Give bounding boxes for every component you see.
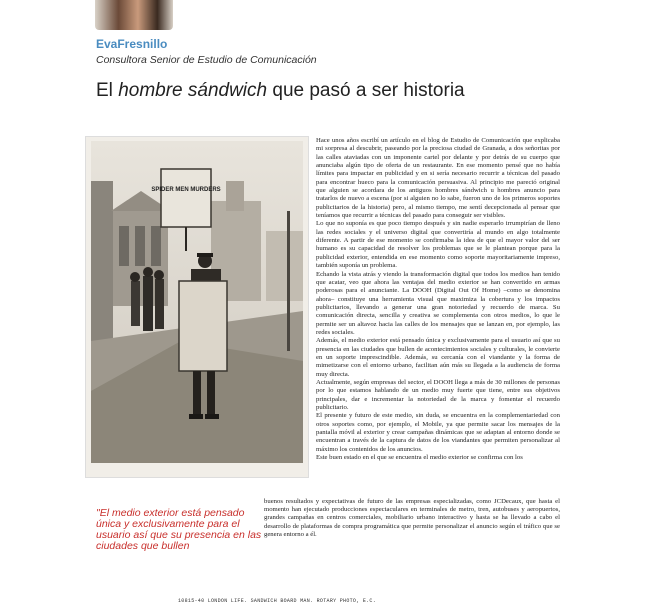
sign-text: SPIDER MEN MURDERS [151, 187, 221, 193]
author-name: EvaFresnillo [96, 37, 168, 51]
paragraph: El presente y futuro de este medio, sin duda, se encuentra en la complementariedad con otros soportes como, por ejemplo, el Mobile, ya que permite sacar los mensajes de la pantalla móvil al exterior y crear campañas dinámicas que se adaptan al entorno donde se encuentran a través de la captura de datos de los viandantes que permiten personalizar al máximo los contenidos de los anuncios. [316, 412, 560, 453]
author-role: Consultora Senior de Estudio de Comunicación [96, 54, 317, 66]
paragraph: Además, el medio exterior está pensado única y exclusivamente para el usuario así que su presencia en las ciudades que bullen de acontecimientos sociales y culturales, le convierte en un soporte imprescindible. Además, su cercanía con el viandante y la forma de mimetizarse con el entorno urbano, facilitan aún más su llegada a la audiencia de forma muy directa. [316, 337, 560, 378]
paragraph: buenos resultados y expectativas de futuro de las empresas especializadas, como JCDecaux, que hasta el momento han ejecutado producciones espectaculares en terminales de metro, tren, autobuses y aeropuertos, grandes campañas en centros comerciales, mobiliario urbano interactivo y hasta se ha llevado a cabo el desarrollo de plataformas de compra programática que permite personalizar el anuncio según el tráfico que se genera entorno a él. [264, 498, 560, 538]
paragraph: Lo que no suponía es que poco tiempo después y sin nadie esperarlo irrumpirían de lleno las redes sociales y el universo digital que convertiría al mundo en algo totalmente diferente. A partir de ese momento se confirmaba la idea de que el mayor valor del ser humano es su capacidad de resolver los problemas que se le plantean porque para la publicidad exterior, entendida en ese momento como soporte mayoritariamente impreso, también suponía un problema. [316, 220, 560, 270]
photo-caption: 10815-40 LONDON LIFE. SANDWICH BOARD MAN. ROTARY PHOTO, E.C. [178, 598, 377, 604]
article-body-wide [264, 498, 560, 539]
paragraph: Hace unos años escribí un artículo en el blog de Estudio de Comunicación que explicaba mi sorpresa al descubrir, paseando por la preciosa ciudad de Granada, a dos señoritas por las calles ataviadas con un imponente cartel por delante y por detrás de su cuerpo que anunciaba algún tipo de oferta de un restaurante. En ese momento pensé que no había límites para impactar en publicidad y en si sería necesario recurrir a técnicas del pasado para encontrar hueco para la comunicación persuasiva. Al principio me pareció original que alguien se acordara de los antiguos hombres sándwich u hombres anuncio para tratarlos de nuevo a escena (por si alguien no lo sabe, fueron uno de los primeros soportes publicitarios de la historia) pero, al mismo tiempo, me sentí decepcionada al pensar que teníamos que recurrir a técnicas del pasado para conseguir ser visibles. [316, 137, 560, 220]
title-post: que pasó a ser historia [267, 80, 465, 101]
article-body [316, 137, 560, 462]
title-italic: hombre sándwich [118, 80, 268, 101]
sandwich-man-photo [91, 141, 303, 463]
paragraph: Echando la vista atrás y viendo la transformación digital que todos los medios han tenido que acatar, veo que ahora las ventajas del medio exterior se han convertido en armas poderosas para el anunciante. La DOOH (Digital Out Of Home) –como se denomina ahora– constituye una herramienta visual que maximiza la cobertura y los impactos publicitarios, llevando a generar una gran notoriedad y recuerdo de marca. Su comunicación directa, sencilla y creativa se complementa con otros medios, lo que le permite ser un altavoz hacia las calles de los mensajes que se lanzan en, por ejemplo, las redes sociales. [316, 270, 560, 336]
pull-quote: "El medio exterior está pensado única y exclusivamente para el usuario así que su presencia en las ciudades que bullen [96, 507, 262, 552]
paragraph: Actualmente, según empresas del sector, el DOOH llega a más de 30 millones de personas por lo que estamos hablando de un medio muy fuerte que tiene, entre sus objetivos principales, dar e incrementar la notoriedad de la marca y fomentar el recuerdo publicitario. [316, 378, 560, 411]
paragraph: Este buen estado en el que se encuentra el medio exterior se confirma con los [316, 454, 523, 462]
author-photo [95, 0, 173, 30]
article-title [96, 80, 465, 102]
title-pre: El [96, 80, 119, 101]
